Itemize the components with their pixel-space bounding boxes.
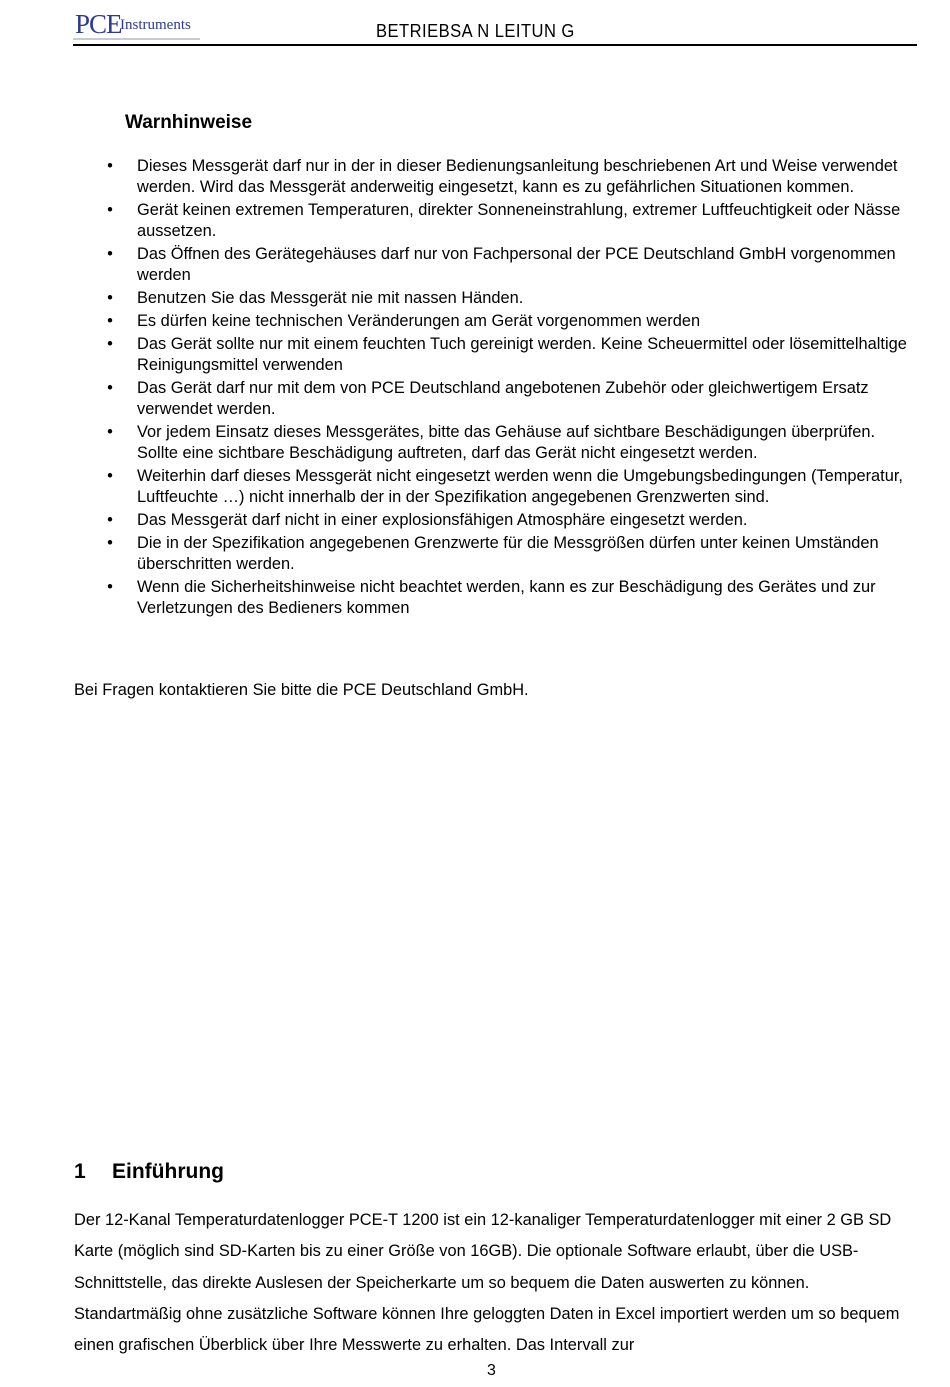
page-number: 3 [487, 1362, 496, 1379]
bullet-icon: • [107, 288, 113, 307]
warning-item [0, 533, 950, 575]
warning-item [0, 288, 950, 309]
warning-text: Das Gerät sollte nur mit einem feuchten Tuch gereinigt werden. Keine Scheuermittel oder lösemittelhaltige Reinigungsmittel verwenden [137, 335, 907, 375]
pce-instruments-logo [73, 9, 200, 40]
warning-item [0, 156, 950, 198]
warnings-list [0, 156, 950, 621]
warning-item [0, 200, 950, 242]
section-title: Einführung [112, 1160, 224, 1183]
warning-item [0, 577, 950, 619]
section-heading [74, 1160, 224, 1184]
warnings-heading: Warnhinweise [125, 112, 253, 133]
warning-text: Das Messgerät darf nicht in einer explosionsfähigen Atmosphäre eingesetzt werden. [137, 511, 748, 530]
bullet-icon: • [107, 200, 113, 219]
warning-text: Weiterhin darf dieses Messgerät nicht eingesetzt werden wenn die Umgebungsbedingungen (Temperatur, Luftfeuchte …) nicht innerhalb der in der Spezifikation angegebenen Grenzwerten sind. [137, 467, 903, 507]
bullet-icon: • [107, 244, 113, 263]
header-title: BETRIEBSA N LEITUN G [376, 21, 575, 41]
bullet-icon: • [107, 423, 113, 442]
warning-item [0, 244, 950, 286]
warning-text: Es dürfen keine technischen Veränderungen am Gerät vorgenommen werden [137, 312, 701, 331]
warning-text: Benutzen Sie das Messgerät nie mit nassen Händen. [137, 288, 524, 307]
header-divider [73, 44, 917, 46]
bullet-icon: • [107, 335, 113, 354]
bullet-icon: • [107, 312, 113, 331]
warning-item [0, 311, 950, 332]
warning-item [0, 510, 950, 531]
bullet-icon: • [107, 157, 113, 175]
warning-text: Wenn die Sicherheitshinweise nicht beachtet werden, kann es zur Beschädigung des Gerätes und zur Verletzungen des Bedieners kommen [137, 578, 876, 618]
bullet-icon: • [107, 511, 113, 530]
warning-text: Gerät keinen extremen Temperaturen, direkter Sonneneinstrahlung, extremer Luftfeuchtigkeit oder Nässe aussetzen. [137, 200, 901, 240]
section-number: 1 [74, 1160, 86, 1183]
bullet-icon: • [107, 379, 113, 398]
bullet-icon: • [107, 534, 113, 553]
warning-item [0, 422, 950, 464]
warning-text: Das Öffnen des Gerätegehäuses darf nur von Fachpersonal der PCE Deutschland GmbH vorgenommen werden [137, 244, 896, 284]
logo-instruments-text: Instruments [120, 17, 191, 33]
warning-item [0, 466, 950, 508]
logo-pce-text: PCE [75, 9, 122, 39]
warning-text: Vor jedem Einsatz dieses Messgerätes, bitte das Gehäuse auf sichtbare Beschädigungen überprüfen. Sollte eine sichtbare Beschädigung auftreten, darf das Gerät nicht eingesetzt werden. [137, 423, 876, 463]
warning-text: Dieses Messgerät darf nur in der in dieser Bedienungsanleitung beschriebenen Art und Weise verwendet werden. Wird das Messgerät anderweitig eingesetzt, kann es zu gefährlichen Situationen kommen. [137, 157, 898, 196]
warning-item [0, 334, 950, 376]
warning-text: Die in der Spezifikation angegebenen Grenzwerte für die Messgrößen dürfen unter keinen Umständen überschritten werden. [137, 534, 879, 574]
contact-note: Bei Fragen kontaktieren Sie bitte die PCE Deutschland GmbH. [74, 681, 529, 699]
warning-item [0, 378, 950, 420]
warning-text: Das Gerät darf nur mit dem von PCE Deutschland angebotenen Zubehör oder gleichwertigem Ersatz verwendet werden. [137, 379, 869, 419]
bullet-icon: • [107, 578, 113, 597]
intro-paragraph: Der 12-Kanal Temperaturdatenlogger PCE-T 1200 ist ein 12-kanaliger Temperaturdatenlogger mit einer 2 GB SD Karte (möglich sind SD-Karten bis zu einer Größe von 16GB). Die optionale Software erlaubt, über die USB-Schnittstelle, das direkte Auslesen der Speicherkarte um so bequem die Daten auswerten zu können. Standartmäßig ohne zusätzliche Software können Ihre geloggten Daten in Excel importiert werden um so bequem einen grafischen Überblick über Ihre Messwerte zu erhalten. Das Intervall zur [74, 1211, 900, 1355]
bullet-icon: • [107, 467, 113, 486]
